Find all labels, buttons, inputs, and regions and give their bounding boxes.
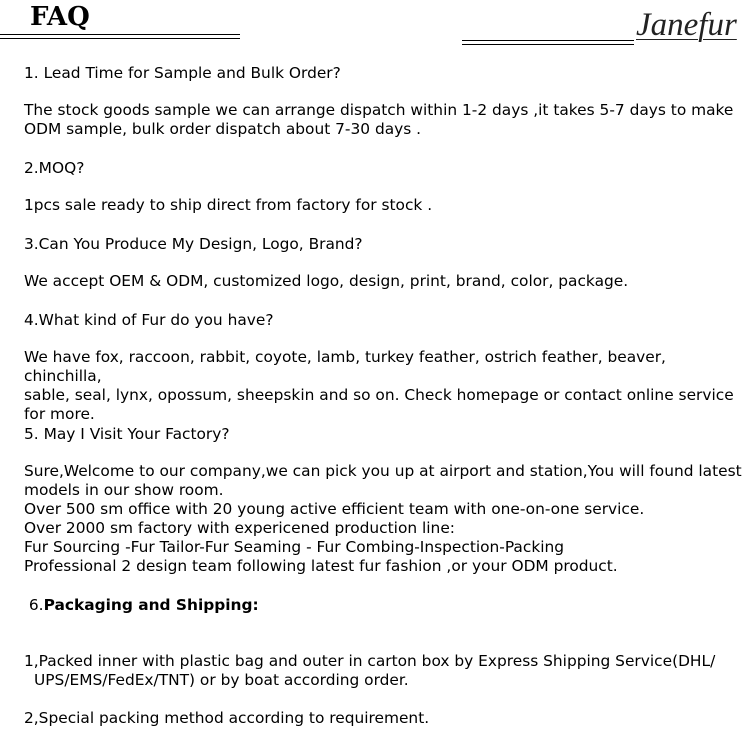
faq-question-5: 5. May I Visit Your Factory? <box>24 425 230 443</box>
faq-question-1: 1. Lead Time for Sample and Bulk Order? <box>24 64 341 82</box>
header-rule-left-bottom <box>0 38 240 39</box>
faq-title: FAQ <box>30 2 90 32</box>
faq-answer-5: Sure,Welcome to our company,we can pick you up at airport and station,You will found latest models in our show room. Over 500 sm office with 20 young active efficient team with one-on-one service. Over 2000 sm factory with expericened production line: Fur Sourcing -Fur Tailor-Fur Seaming - Fur Combing-Inspection-Packing Professional 2 design team following latest fur fashion ,or your ODM product. <box>24 462 742 575</box>
faq-answer-4: We have fox, raccoon, rabbit, coyote, lamb, turkey feather, ostrich feather, beaver, chinchilla, sable, seal, lynx, opossum, sheepskin and so on. Check homepage or contact online service for more. <box>24 348 734 423</box>
header-rule-right-top <box>462 40 634 41</box>
faq-answer-2: 1pcs sale ready to ship direct from factory for stock . <box>24 196 433 214</box>
faq-question-6-text: Packaging and Shipping: <box>43 596 259 614</box>
faq-question-6 <box>24 596 259 615</box>
brand-logo: Janefur <box>636 7 737 43</box>
faq-question-4: 4.What kind of Fur do you have? <box>24 311 274 329</box>
faq-question-2: 2.MOQ? <box>24 159 85 177</box>
faq-question-3: 3.Can You Produce My Design, Logo, Brand? <box>24 235 363 253</box>
faq-answer-3: We accept OEM & ODM, customized logo, design, print, brand, color, package. <box>24 272 629 290</box>
faq-answer-6 <box>24 633 748 747</box>
faq-answer-6-item-2: 2,Special packing method according to requirement. <box>24 709 430 727</box>
faq-answer-6-item-1: 1,Packed inner with plastic bag and outer in carton box by Express Shipping Service(DHL/ UPS/EMS/FedEx/TNT) or by boat according order. <box>24 652 716 689</box>
faq-answer-1: The stock goods sample we can arrange dispatch within 1-2 days ,it takes 5-7 days to make ODM sample, bulk order dispatch about 7-30 days . <box>24 101 734 138</box>
header-rule-right-bottom <box>462 44 634 45</box>
header-rule-left-top <box>0 34 240 35</box>
faq-question-6-number: 6. <box>24 596 44 614</box>
